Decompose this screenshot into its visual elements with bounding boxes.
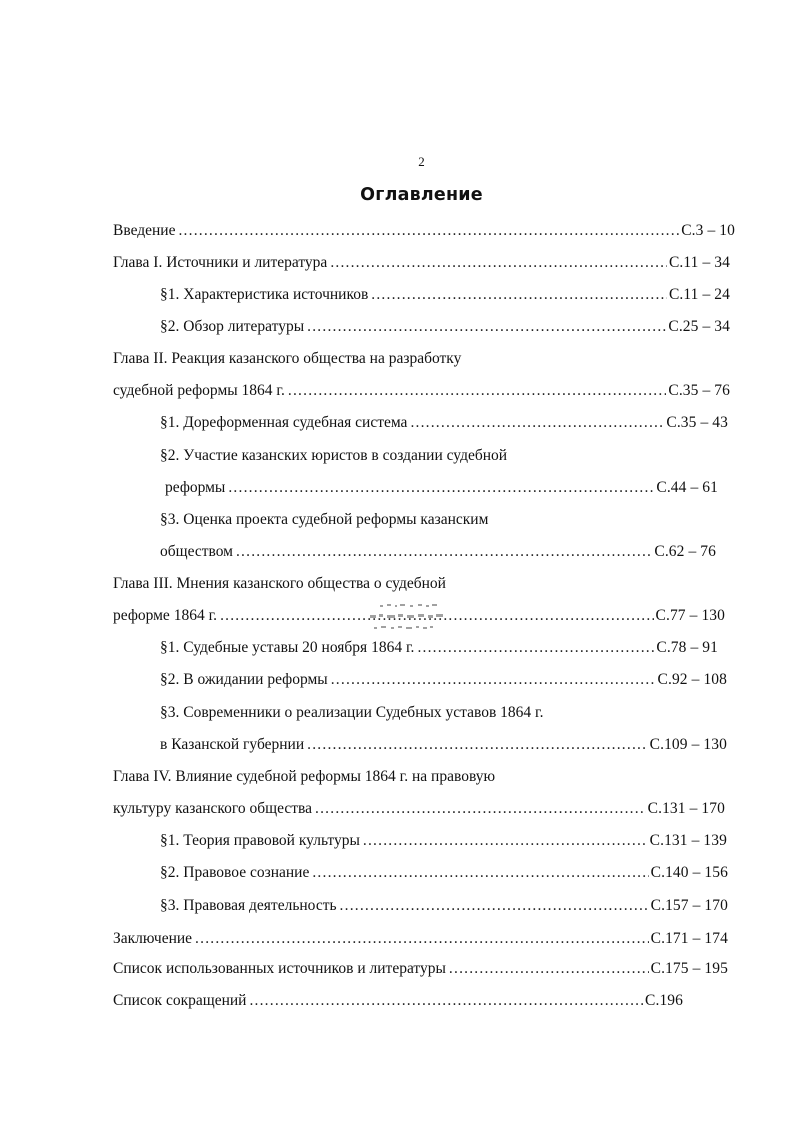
toc-entry-label: Глава I. Источники и литература (113, 254, 328, 271)
toc-entry-conclusion (113, 928, 728, 950)
toc-entry-abbreviations (113, 990, 683, 1012)
toc-leader-dots (371, 284, 667, 306)
toc-entry-pages: С.131 – 139 (649, 832, 727, 849)
toc-leader-dots (410, 412, 664, 434)
toc-entry-label: §1. Дореформенная судебная система (160, 414, 408, 431)
toc-entry-pages: С.3 – 10 (681, 222, 735, 239)
toc-entry-label: §3. Правовая деятельность (160, 897, 337, 914)
toc-entry-pages: С.171 – 174 (650, 930, 728, 947)
toc-leader-dots (330, 252, 667, 274)
toc-leader-dots (307, 734, 648, 756)
toc-entry-label: Список использованных источников и литературы (113, 960, 446, 977)
toc-entry-label: судебной реформы 1864 г. (113, 382, 285, 399)
page-title: Оглавление (360, 185, 483, 205)
toc-entry-pages: С.157 – 170 (650, 897, 728, 914)
toc-entry-chapter-4-heading: Глава IV. Влияние судебной реформы 1864 г. на правовую (113, 768, 496, 785)
toc-entry-label: §2. Обзор литературы (160, 318, 305, 335)
toc-entry-pages: С.44 – 61 (656, 479, 718, 496)
toc-entry-label: реформе 1864 г. (113, 607, 218, 624)
toc-leader-dots (363, 830, 648, 852)
toc-entry-chapter-4-section-1 (160, 830, 727, 852)
toc-leader-dots (307, 316, 666, 338)
toc-entry-chapter-2-section-2-heading: §2. Участие казанских юристов в создании судебной (160, 447, 508, 464)
toc-entry-chapter-2-heading: Глава II. Реакция казанского общества на разработку (113, 350, 462, 367)
toc-entry-label: обществом (160, 543, 233, 560)
toc-entry-chapter-2-section-3 (160, 541, 716, 563)
toc-entry-label: §2. Правовое сознание (160, 864, 310, 881)
toc-entry-label: §1. Характеристика источников (160, 286, 369, 303)
toc-entry-chapter-3-section-3 (160, 734, 727, 756)
toc-entry-chapter-3-section-3-heading: §3. Современники о реализации Судебных уставов 1864 г. (160, 704, 544, 721)
toc-entry-pages: С.175 – 195 (650, 960, 728, 977)
toc-entry-chapter-2 (113, 380, 730, 402)
toc-leader-dots (315, 798, 646, 820)
toc-entry-introduction (113, 220, 735, 242)
toc-entry-label: Список сокращений (113, 992, 247, 1009)
toc-entry-bibliography (113, 958, 728, 980)
toc-leader-dots (331, 669, 656, 691)
toc-entry-label: в Казанской губернии (160, 736, 305, 753)
toc-entry-chapter-4-section-2 (160, 862, 728, 884)
toc-entry-label: Заключение (113, 930, 193, 947)
toc-entry-chapter-1-section-2 (160, 316, 730, 338)
toc-entry-chapter-1 (113, 252, 730, 274)
toc-entry-chapter-3-section-1 (160, 637, 718, 659)
toc-entry-pages: С.140 – 156 (650, 864, 728, 881)
toc-leader-dots (340, 895, 649, 917)
toc-leader-dots (249, 990, 643, 1012)
toc-entry-chapter-2-section-1 (160, 412, 728, 434)
toc-entry-pages: С.35 – 43 (666, 414, 728, 431)
page-number: 2 (418, 154, 425, 169)
toc-entry-pages: С.77 – 130 (655, 607, 725, 624)
toc-entry-label: §1. Теория правовой культуры (160, 832, 360, 849)
toc-entry-label: культуру казанского общества (113, 800, 313, 817)
toc-leader-dots (312, 862, 648, 884)
toc-entry-pages: С.35 – 76 (668, 382, 730, 399)
toc-entry-label: §1. Судебные уставы 20 ноября 1864 г. (160, 639, 415, 656)
toc-leader-dots (449, 958, 649, 980)
toc-entry-chapter-3-section-2 (160, 669, 727, 691)
toc-leader-dots (417, 637, 654, 659)
toc-leader-dots (228, 477, 654, 499)
toc-entry-chapter-2-section-3-heading: §3. Оценка проекта судебной реформы казанским (160, 511, 489, 528)
toc-entry-pages: С.11 – 34 (668, 254, 730, 271)
toc-entry-label: реформы (165, 479, 226, 496)
toc-entry-chapter-4-section-3 (160, 895, 728, 917)
toc-leader-dots (178, 220, 679, 242)
toc-entry-pages: С.196 (645, 992, 683, 1009)
toc-entry-chapter-2-section-2 (165, 477, 718, 499)
toc-entry-pages: С.131 – 170 (647, 800, 725, 817)
toc-entry-pages: С.92 – 108 (657, 671, 727, 688)
toc-entry-chapter-1-section-1 (160, 284, 730, 306)
toc-leader-dots (195, 928, 649, 950)
toc-entry-label: Введение (113, 222, 176, 239)
toc-entry-pages: С.11 – 24 (668, 286, 730, 303)
toc-entry-chapter-4 (113, 798, 725, 820)
toc-entry-chapter-3-heading: Глава III. Мнения казанского общества о судебной (113, 575, 446, 592)
toc-leader-dots (236, 541, 652, 563)
toc-entry-pages: С.109 – 130 (649, 736, 727, 753)
toc-entry-label: §2. В ожидании реформы (160, 671, 328, 688)
toc-entry-pages: С.62 – 76 (654, 543, 716, 560)
toc-entry-pages: С.25 – 34 (668, 318, 730, 335)
toc-entry-pages: С.78 – 91 (656, 639, 718, 656)
toc-leader-dots (288, 380, 666, 402)
